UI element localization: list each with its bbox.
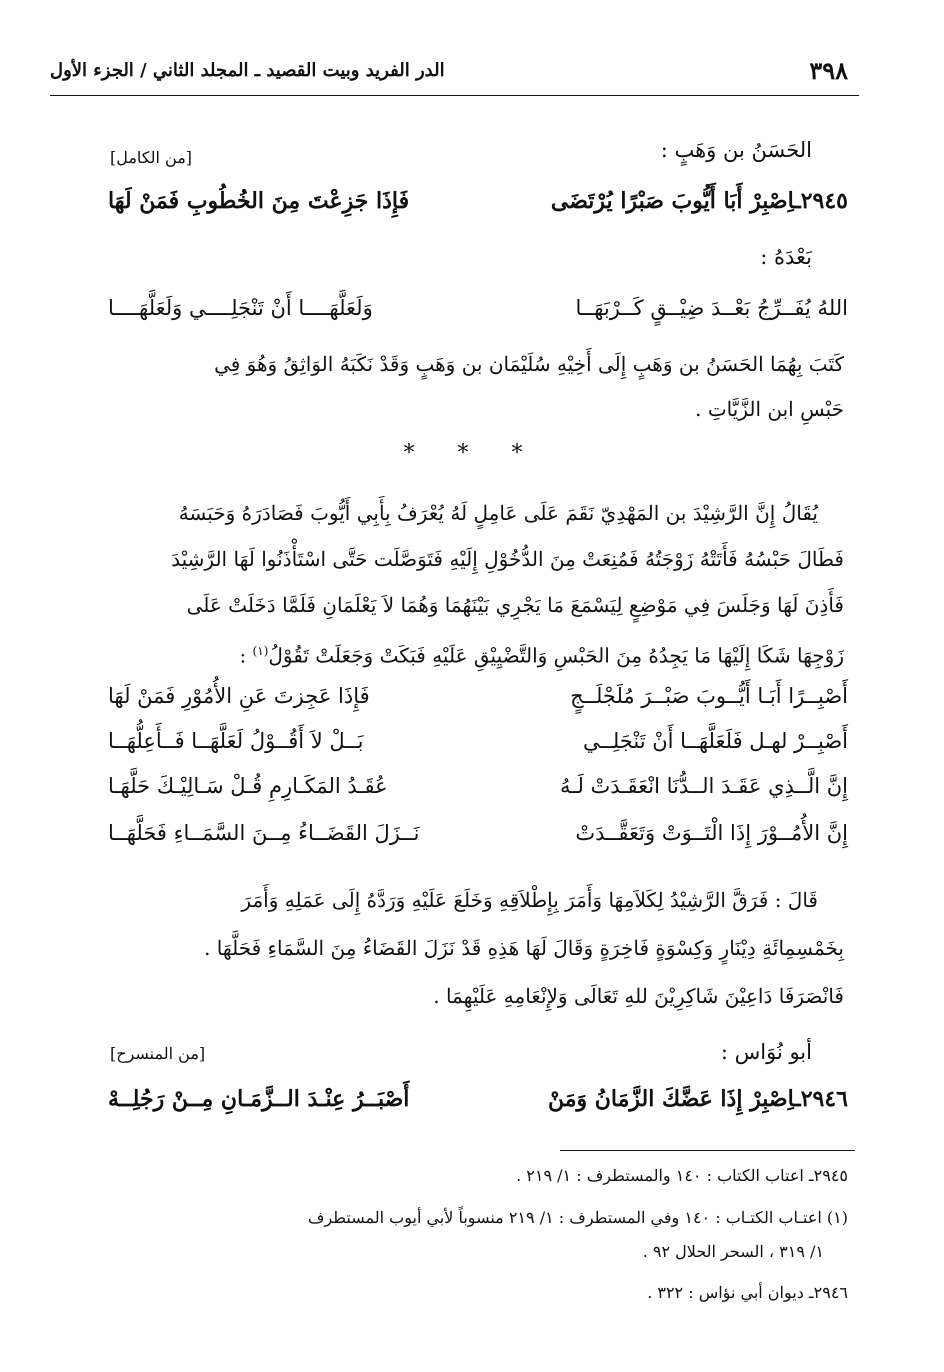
poem-line-2-right: أَصْبِــرْ لهـل فَلَعَلَّهَــا أَنْ تَنْجَلِــي <box>583 729 848 753</box>
poem-line-3-left: عُقَـدُ المَكَـارِمِ قُـلْ سَـالِيْـكَ حَلَّهَـا <box>108 774 388 798</box>
poem-line-1-left: فَإِذَا عَجِزتَ عَنِ الأُمُوْرِ فَمَنْ لَهَا <box>108 684 370 708</box>
footnote-rule <box>560 1150 855 1151</box>
poem-line-2-left: بَــلْ لاَ أَقُــوْلُ لَعَلَّهَــا فَــأَعِلُّهَــا <box>108 729 364 753</box>
footnote-2945: ٢٩٤٥ـ اعتاب الكتاب : ١٤٠ والمستطرف : ١/ ٢١٩ . <box>516 1166 848 1185</box>
section1-note <box>108 342 844 432</box>
verse-hemistich-first: اِصْبِرْ أَبَا أَيُّوبَ صَبْرًا يُرْتَضَى <box>550 188 795 214</box>
header-rule <box>50 95 859 96</box>
meter-label: [من المنسرح] <box>110 1044 206 1063</box>
footnote-1-cont: ١/ ٣١٩ ، السحر الحلال ٩٢ . <box>642 1242 824 1261</box>
note-line: كَتَبَ بِهُمَا الحَسَنُ بن وَهَبٍ إِلَى أَخِيْهِ سُلَيْمَان بن وَهَبٍ وَقَدْ نَكَبَهُ الوَاثِقُ وَهُوَ فِي <box>214 352 844 376</box>
running-header: الدر الفريد وبيت القصيد ـ المجلد الثاني / الجزء الأول <box>50 60 445 81</box>
story-line-text: زَوْجِهَا شَكَا إِلَيْهَا مَا يَجِدُهُ مِنَ الحَبْسِ وَالتَّضْيِيْقِ عَلَيْهِ فَبَكَتْ وَجَعَلَتْ تَقُوْلُ <box>268 643 844 668</box>
poet-name: أبو نُوَاس : <box>720 1040 812 1064</box>
footnote-2946: ٢٩٤٦ـ ديوان أبي نؤاس : ٣٢٢ . <box>647 1283 848 1302</box>
conclusion-paragraph <box>108 876 844 1020</box>
after-label: بَعْدَهُ : <box>760 245 812 269</box>
verse-hemistich-second: أَصْبَــرُ عِنْـدَ الــزَّمَـانِ مِــنْ رَجُلِــهْ <box>108 1086 410 1112</box>
verse-hemistich-second: فَإِذَا جَزِعْتَ مِنَ الخُطُوبِ فَمَنْ لَهَا <box>108 188 410 214</box>
meter-label: [من الكامل] <box>110 148 193 167</box>
verse-number: ٢٩٤٥ـ <box>794 188 848 214</box>
poem-line-1-right: أَصْبِــرًا أَبَـا أَيُّــوبَ صَبْــرَ مُلَجْلَــجٍ <box>570 684 848 708</box>
section-separator: * * * <box>403 441 541 466</box>
story-line-end: : <box>239 643 253 668</box>
footnote-ref[interactable]: (١) <box>252 644 269 658</box>
story-line: يُقَالُ إِنَّ الرَّشِيْدَ بن المَهْدِيّ نَقَمَ عَلَى عَامِلٍ لَهُ يُعْرَفُ بِأَبِي أَيُّوبَ فَصَادَرَهُ وَحَبَسَهُ <box>178 501 818 525</box>
story-paragraph <box>108 490 844 679</box>
page-number: ٣٩٨ <box>809 56 848 85</box>
conclusion-line: بِخَمْسِمِائَةِ دِيْنَارٍ وَكِسْوَةٍ فَاخِرَةٍ وَقَالَ لَهَا هَذِهِ قَدْ نَزَلَ القَضَاءُ مِنَ السَّمَاءِ فَحَلَّهَا . <box>204 936 844 960</box>
poem-line-4-left: نَــزَلَ القَضَــاءُ مِــنَ السَّمَــاءِ فَحَلَّهَــا <box>108 821 420 845</box>
verse-2946-right <box>548 1086 848 1112</box>
verse-2945-right <box>551 188 848 214</box>
after-verse-right: اللهُ يُفَــرِّجُ بَعْــدَ ضِيْــقٍ كَــرْبَهَــا <box>575 296 848 320</box>
verse-hemistich-first: اِصْبِرْ إِذَا عَضَّكَ الزَّمَانُ وَمَنْ <box>547 1086 795 1112</box>
conclusion-line: فَانْصَرَفَا دَاعِيْنَ شَاكِرِيْنَ للهِ تَعَالَى وَلإِنْعَامِهِ عَلَيْهِمَا . <box>433 984 844 1008</box>
poet-name: الحَسَنُ بن وَهَبٍ : <box>660 138 812 162</box>
conclusion-line: قَالَ : فَرَقَّ الرَّشِيْدُ لِكَلاَمِهَا وَأَمَرَ بِإِطْلاَقِهِ وَخَلَعَ عَلَيْهِ وَرَدَّهُ إِلَى عَمَلِهِ وَأَمَرَ <box>241 888 818 912</box>
footnote-1: (١) اعتـاب الكتـاب : ١٤٠ وفي المستطرف : ١/ ٢١٩ منسوباً لأبي أيوب المستطرف <box>307 1208 848 1227</box>
story-line: فَطَالَ حَبْسُهُ فَأَتَتْهُ زَوْجَتُهُ فَمُنِعَتْ مِنَ الدُّخُوْلِ إِلَيْهِ فَتَوَصَّلَت حَتَّى اسْتَأْذَنُوا لَهَا الرَّشِيْدَ <box>171 547 844 571</box>
poem-line-4-right: إِنَّ الأُمُــوْرَ إِذَا الْتَــوَتْ وَتَعَقَّــدَتْ <box>575 821 848 845</box>
after-verse-left: وَلَعَلَّهَــــا أَنْ تَنْجَلِــــي وَلَعَلَّهَــــا <box>108 296 373 320</box>
story-line <box>108 628 844 679</box>
verse-number: ٢٩٤٦ـ <box>794 1086 848 1112</box>
note-line: حَبْسِ ابن الزَّيَّاتِ . <box>695 397 844 421</box>
story-line: فَأَذِنَ لَهَا وَجَلَسَ فِي مَوْضِعٍ لِيَسْمَعَ مَا يَجْرِي بَيْنَهُمَا وَهُمَا لاَ يَعْلَمَانِ فَلَمَّا دَخَلَتْ عَلَى <box>186 593 844 617</box>
poem-line-3-right: إِنَّ الَّــذِي عَقَـدَ الــدُّنَا انْعَقَـدَتْ لَـهُ <box>560 774 848 798</box>
